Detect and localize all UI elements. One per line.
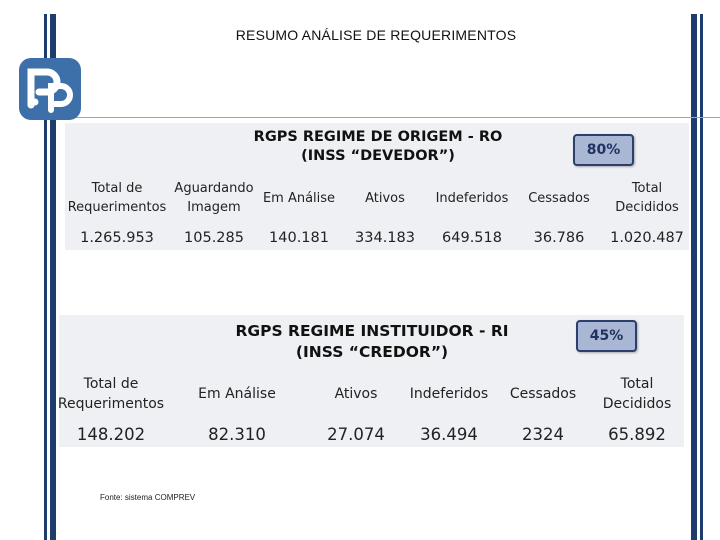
origem-column-header: Indeferidos [435,191,509,206]
instituidor-column-value: 65.892 [608,425,666,444]
instituidor-column-header: Total de Requerimentos [57,376,165,412]
origem-column-value: 1.265.953 [80,230,154,246]
instituidor-column-value: 36.494 [420,425,478,444]
instituidor-column-value: 82.310 [208,425,266,444]
origem-column-value: 105.285 [184,230,244,246]
origem-column-value: 334.183 [355,230,415,246]
origem-column-header: Em Análise [262,191,336,206]
origem-percent-badge: 80% [573,134,634,166]
instituidor-column-value: 27.074 [327,425,385,444]
instituidor-percent-badge: 45% [576,320,637,352]
origem-column-header: Ativos [365,191,405,206]
origem-column-header: Total de Requerimentos [67,181,167,215]
pp-logo-icon [19,58,81,120]
origem-column-value: 140.181 [269,230,329,246]
header-divider [57,117,720,118]
origem-column-value: 649.518 [442,230,502,246]
instituidor-column-header: Indeferidos [409,386,489,402]
page-title: RESUMO ANÁLISE DE REQUERIMENTOS [235,27,517,43]
origem-title: RGPS REGIME DE ORIGEM - RO (INSS “DEVEDOR”) [253,129,503,164]
origem-column-header: Aguardando Imagem [174,181,254,215]
instituidor-column-header: Cessados [509,386,577,402]
instituidor-column-value: 2324 [522,425,564,444]
origem-column-value: 36.786 [533,230,585,246]
right-frame-bars [691,14,705,540]
source-note: Fonte: sistema COMPREV [100,493,196,502]
origem-column-value: 1.020.487 [610,230,684,246]
instituidor-column-header: Em Análise [198,386,276,402]
instituidor-column-value: 148.202 [76,425,146,444]
origem-column-header: Cessados [528,191,590,206]
origem-column-header: Total Decididos [615,181,679,215]
instituidor-title: RGPS REGIME INSTITUIDOR - RI (INSS “CREDOR”) [235,322,509,361]
instituidor-column-header: Ativos [334,386,378,402]
instituidor-column-header: Total Decididos [602,376,672,412]
